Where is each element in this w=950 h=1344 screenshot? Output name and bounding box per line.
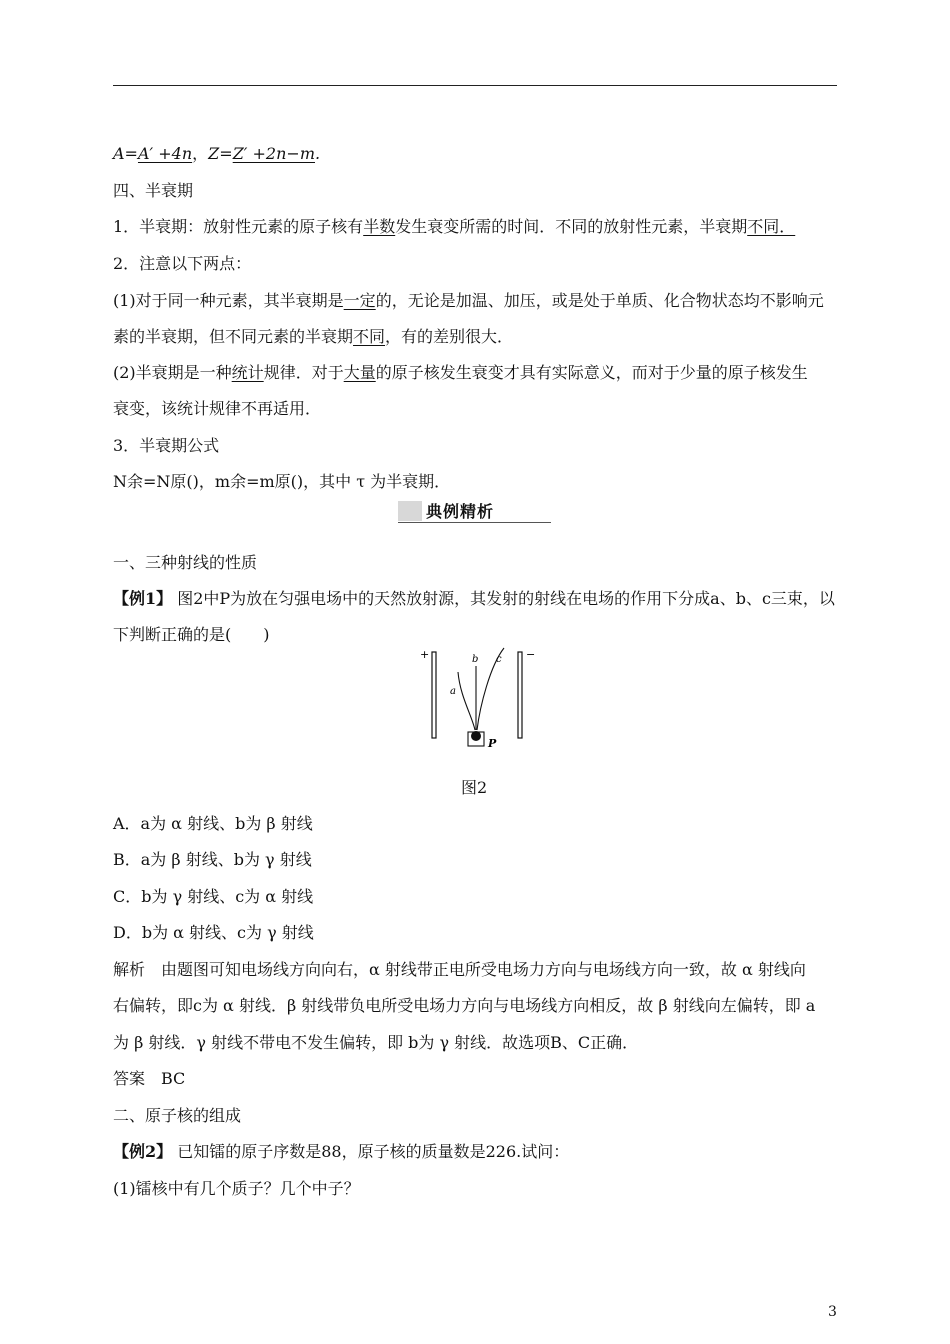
part2-title: 二、原子核的组成	[113, 1106, 242, 1125]
paragraph-formula-heading: 3．半衰期公式	[113, 436, 220, 455]
paragraph-notes-heading: 2．注意以下两点：	[113, 254, 252, 273]
positive-plate	[432, 652, 436, 738]
option-d: D．b为 α 射线、c为 γ 射线	[113, 923, 314, 942]
example-tag: 【例1】	[113, 589, 173, 608]
ray-a-path	[458, 672, 475, 730]
example-1-line1: 【例1】 图2中P为放在匀强电场中的天然放射源，其发射的射线在电场的作用下分成a、b、c三束，以	[113, 589, 835, 608]
analysis-line2: 右偏转，即c为 α 射线．β 射线带负电所受电场力方向与电场线方向相反，故 β 射线向左偏转，即 a	[113, 996, 816, 1015]
section-header-examples: 典例精析	[398, 498, 551, 523]
analysis-line1: 解析 由题图可知电场线方向向右，α 射线带正电所受电场力方向与电场线方向一致，故 α 射线向	[113, 960, 806, 979]
part1-title: 一、三种射线的性质	[113, 553, 258, 572]
section-header-icon	[398, 501, 422, 521]
negative-plate	[518, 652, 522, 738]
answer-line: 答案 BC	[113, 1069, 186, 1088]
half-life-formula: N余=N原()，m余=m原()，其中 τ 为半衰期．	[113, 472, 451, 491]
figure-radiation-field	[420, 646, 540, 748]
option-a: A．a为 α 射线、b为 β 射线	[113, 814, 313, 833]
plus-sign: +	[420, 648, 430, 661]
example-2-line: 【例2】 已知镭的原子序数是88，原子核的质量数是226.试问：	[113, 1142, 570, 1161]
source-dot	[471, 731, 481, 741]
minus-sign: −	[526, 648, 536, 661]
formula-a-answer: A′ +4n	[137, 144, 193, 163]
label-a: a	[450, 686, 456, 697]
question-1: (1)镭核中有几个质子？几个中子？	[113, 1179, 360, 1198]
label-c: c	[496, 654, 502, 665]
option-b: B．a为 β 射线、b为 γ 射线	[113, 850, 312, 869]
option-c: C．b为 γ 射线、c为 α 射线	[113, 887, 314, 906]
label-p: P	[488, 737, 497, 748]
analysis-line3: 为 β 射线．γ 射线不带电不发生偏转，即 b为 γ 射线．故选项B、C正确．	[113, 1033, 639, 1052]
example-1-line2: 下判断正确的是( )	[113, 625, 270, 644]
example-tag: 【例2】	[113, 1142, 173, 1161]
header-rule	[113, 85, 837, 86]
formula-line: A=A′ +4n，Z=Z′ +2n−m.	[113, 144, 321, 163]
paragraph-note-1-line1: (1)对于同一种元素，其半衰期是一定的，无论是加温、加压，或是处于单质、化合物状态均不影响元	[113, 291, 824, 310]
section-title-half-life: 四、半衰期	[113, 181, 194, 200]
formula-z-answer: Z′ +2n−m	[232, 144, 315, 163]
paragraph-note-2-line1: (2)半衰期是一种统计规律．对于大量的原子核发生衰变才具有实际意义，而对于少量的原子核发生	[113, 363, 808, 382]
label-b: b	[472, 654, 479, 665]
paragraph-half-life-definition: 1．半衰期：放射性元素的原子核有半数发生衰变所需的时间．不同的放射性元素，半衰期不同．	[113, 217, 796, 236]
figure-svg	[420, 646, 540, 748]
figure-caption: 图2	[461, 778, 488, 797]
page-number: 3	[828, 1304, 837, 1320]
paragraph-note-2-line2: 衰变，该统计规律不再适用．	[113, 399, 322, 418]
paragraph-note-1-line2: 素的半衰期，但不同元素的半衰期不同，有的差别很大．	[113, 327, 514, 346]
